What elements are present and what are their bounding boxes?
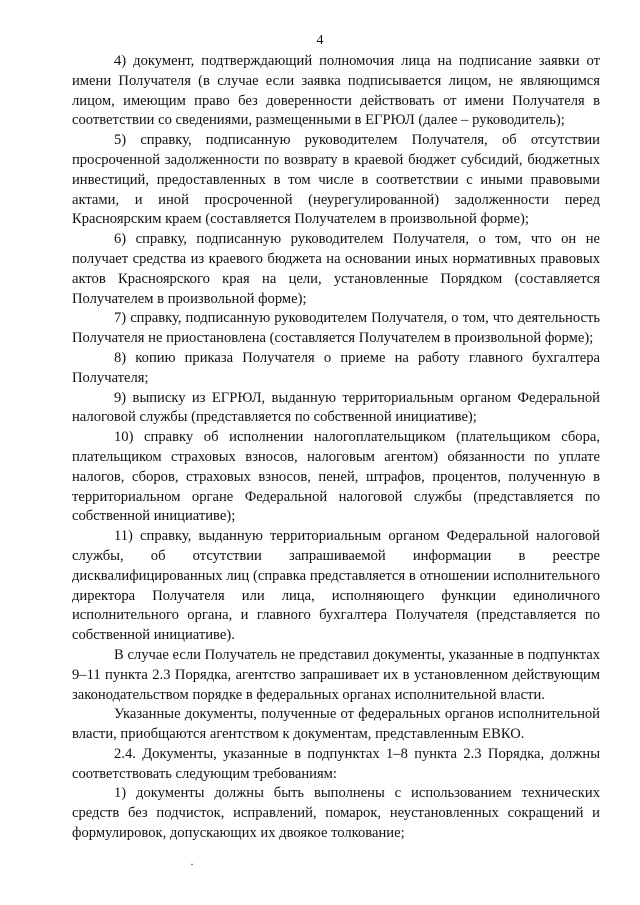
scan-speck: · [190, 857, 194, 871]
paragraph-item-10: 10) справку об исполнении налогоплательщиком (плательщиком сбора, плательщиком страховых взносов, налоговым агентом) обязанности по уплате налогов, сборов, страховых взносов, пеней, штрафов, процентов, полученную в территориальном органе Федеральной налоговой службы (представляется по собственной инициативе); [72, 429, 600, 525]
document-body [72, 52, 600, 844]
paragraph-attached-docs: Указанные документы, полученные от федеральных органов исполнительной власти, приобщаются агентством к документам, представленным ЕВКО. [72, 706, 600, 743]
paragraph-item-5: 5) справку, подписанную руководителем Получателя, об отсутствии просроченной задолженности по возврату в краевой бюджет субсидий, бюджетных инвестиций, предоставленных в том числе в соответствии с иными правовыми актами, и иной просроченной (неурегулированной) задолженности перед Красноярским краем (составляется Получателем в произвольной форме); [72, 132, 600, 228]
paragraph-item-11: 11) справку, выданную территориальным органом Федеральной налоговой службы, об отсутствии запрашиваемой информации в реестре дисквалифицированных лиц (справка представляется в отношении исполнительного директора Получателя или лица, исполняющего функции единоличного исполнительного органа, и главного бухгалтера Получателя (представляется по собственной инициативе). [72, 528, 600, 644]
page-number: 4 [316, 33, 324, 48]
paragraph-section-2-4: 2.4. Документы, указанные в подпунктах 1–8 пункта 2.3 Порядка, должны соответствовать следующим требованиям: [72, 745, 600, 782]
paragraph-item-6: 6) справку, подписанную руководителем Получателя, о том, что он не получает средства из краевого бюджета на основании иных нормативных правовых актов Красноярского края на цели, установленные Порядком (составляется Получателем в произвольной форме); [72, 231, 600, 307]
paragraph-item-7: 7) справку, подписанную руководителем Получателя, о том, что деятельность Получателя не приостановлена (составляется Получателем в произвольной форме); [72, 310, 600, 347]
paragraph-item-8: 8) копию приказа Получателя о приеме на работу главного бухгалтера Получателя; [72, 349, 600, 386]
paragraph-request-note: В случае если Получатель не представил документы, указанные в подпунктах 9–11 пункта 2.3 Порядка, агентство запрашивает их в установленном действующим законодательством порядке в федеральных органах исполнительной власти. [72, 646, 600, 703]
paragraph-requirement-1: 1) документы должны быть выполнены с использованием технических средств без подчисток, исправлений, помарок, неустановленных сокращений и формулировок, допускающих их двоякое толкование; [72, 785, 600, 842]
paragraph-item-4: 4) документ, подтверждающий полномочия лица на подписание заявки от имени Получателя (в случае если заявка подписывается лицом, не являющимся лицом, имеющим право без доверенности действовать от имени Получателя в соответствии со сведениями, размещенными в ЕГРЮЛ (далее – руководитель); [72, 53, 600, 129]
paragraph-item-9: 9) выписку из ЕГРЮЛ, выданную территориальным органом Федеральной налоговой службы (представляется по собственной инициативе); [72, 389, 600, 426]
